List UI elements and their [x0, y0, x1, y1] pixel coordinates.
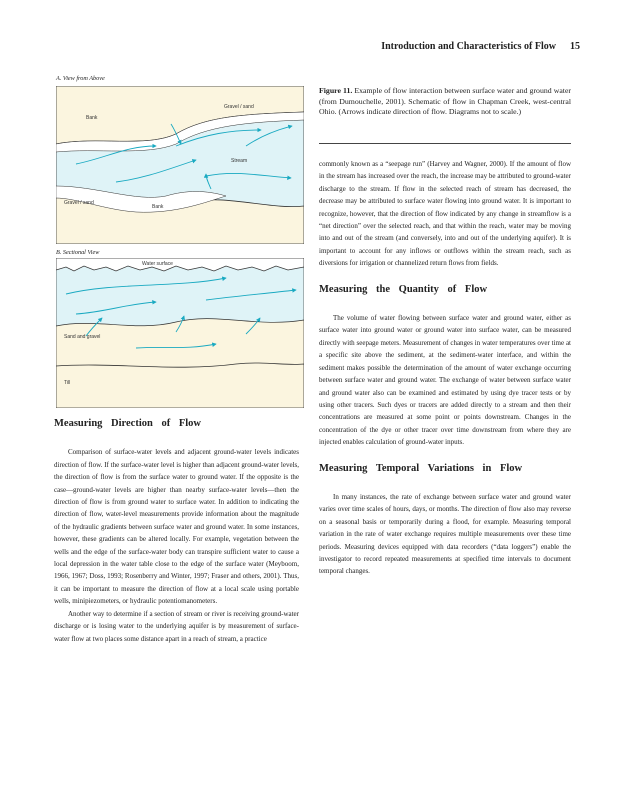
running-head	[381, 41, 580, 52]
figure-panel-a	[56, 86, 304, 244]
figure-caption-text: Example of flow interaction between surface water and ground water (from Dumouchelle, 2001). Schematic of flow in Chapman Creek, west-central Ohio. (Arrows indicate direction of flow. Diagrams not to scale.)	[319, 86, 572, 117]
paragraph: commonly known as a “seepage run” (Harvey and Wagner, 2000). If the amount of flow in the stream has increased over the reach, the increase may be attributed to ground-water discharge to the stream. If flow in the selected reach of stream has decreased, the decrease may be attributed to surface water flowing into ground water. It is important to recognize, however, that the direction of flow indicated by any change in streamflow is a “net direction” over the selected reach, and that within the reach, water may be moving into and out of the stream (and conversely, into and out of the underlying aquifer). It is important to account for any inflows or outflows within the stream reach, such as diversions for irrigation or channelized return flows from fields.	[319, 160, 571, 268]
left-column	[54, 418, 299, 645]
paragraph: Another way to determine if a section of stream or river is receiving ground-water discharge or is losing water to the underlying aquifer is by measurement of surface-water flow at two places some distance apart in a reach of stream, a practice	[54, 609, 299, 643]
label-sand-gravel: Sand and gravel	[64, 334, 101, 340]
label-water-surface: Water surface	[142, 261, 173, 267]
right-column	[319, 158, 571, 578]
figure-caption-label: Figure 11.	[319, 86, 353, 95]
label-bank-top: Bank	[86, 115, 98, 121]
till-layer	[56, 363, 304, 408]
figure-caption	[319, 86, 571, 118]
label-bank-bottom: Bank	[152, 204, 164, 210]
paragraph: In many instances, the rate of exchange between surface water and ground water varies over time scales of hours, days, or months. The direction of flow also may reverse on a seasonal basis or temporarily during a flood, for example. Measuring temporal variation in the rate of water exchange requires multiple measurements over these time periods. Measuring devices equipped with data recorders (“data loggers”) enable the investigator to record repeated measurements at specified time intervals to document temporal changes.	[319, 492, 571, 576]
label-gravel-top: Gravel / sand	[224, 104, 254, 110]
paragraph: The volume of water flowing between surface water and ground water, either as surface water into ground water or ground water into surface water, can be measured directly with seepage meters. Measurement of changes in water temperatures over time at a specific site above the sediment, at the sediment-water interface, and within the sediment makes possible the determination of the amount of water exchange occurring between surface water and ground water. The exchange of water between surface water and ground water also can be examined and estimated by using dye tracer tests or by using other tracers. Such dyes or tracers are added directly to a stream and then their concentrations are measured at some point or points downstream. Changes in the concentration of the dye or other tracer over time downstream from where they are injected enables calculation of ground-water inputs.	[319, 314, 571, 447]
label-till: Till	[64, 380, 71, 386]
paragraph: Comparison of surface-water levels and adjacent ground-water levels indicates direction of flow. If the surface-water level is higher than adjacent ground-water levels, the direction of flow is from the surface water to ground water. If the opposite is the case—ground-water levels are higher than nearby surface-water levels—then the direction of flow is from ground water to surface water. In addition to indicating the direction of flow, water-level measurements provide information about the magnitude of the hydraulic gradients between surface water and ground water. In some instances, however, these gradients can be altered locally. For example, vegetation between the wells and the edge of the surface-water body can transpire sufficient water to cause a local depression in the water table close to the edge of the surface water (Meyboom, 1966, 1967; Doss, 1993; Rosenberry and Winter, 1997; Fraser and others, 2001). Thus, it can be important to measure the direction of flow at a local scale using portable wells, minipiezometers, or hydraulic potentiomanometers.	[54, 448, 299, 606]
panel-b-label: B. Sectional View	[56, 249, 100, 256]
running-head-title: Introduction and Characteristics of Flow	[381, 41, 556, 52]
figure-panel-b	[56, 258, 304, 408]
heading-temporal-variations: Measuring Temporal Variations in Flow	[319, 462, 523, 474]
panel-a-label: A. View from Above	[56, 75, 105, 82]
heading-quantity-of-flow: Measuring the Quantity of Flow	[319, 283, 488, 295]
caption-divider	[319, 143, 571, 144]
label-stream: Stream	[231, 158, 248, 164]
label-gravel-bottom: Gravel / sand	[64, 200, 94, 206]
page-number: 15	[570, 41, 580, 52]
heading-direction-of-flow: Measuring Direction of Flow	[54, 418, 201, 429]
